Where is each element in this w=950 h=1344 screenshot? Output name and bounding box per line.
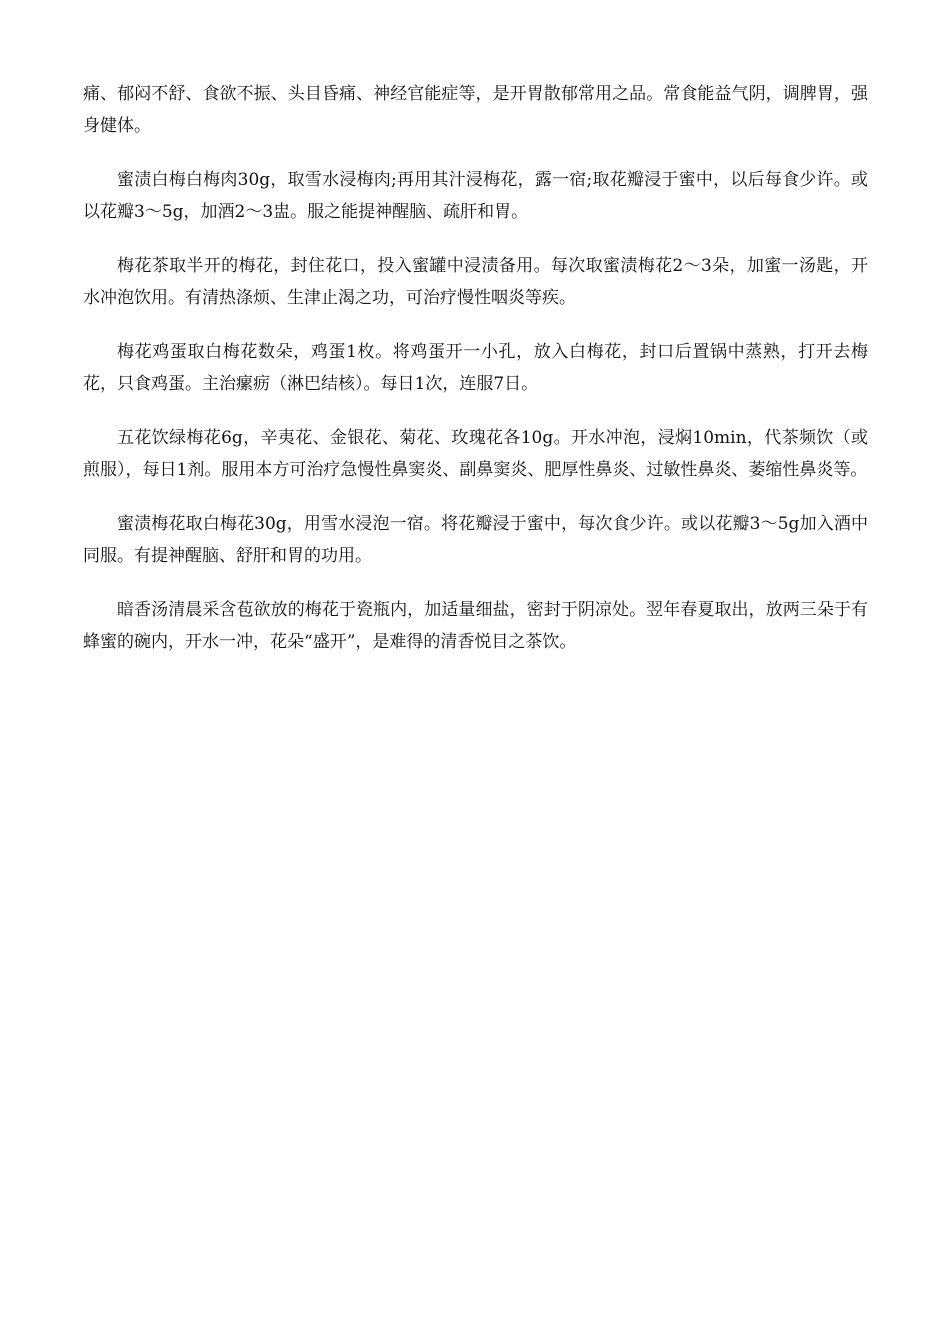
paragraph-mi-zi-bai-mei: 蜜渍白梅白梅肉30g，取雪水浸梅肉;再用其汁浸梅花，露一宿;取花瓣浸于蜜中，以后每食少许。或以花瓣3～5g，加酒2～3盅。服之能提神醒脑、疏肝和胃。 [83,170,868,222]
paragraph-mi-zi-mei-hua: 蜜渍梅花取白梅花30g，用雪水浸泡一宿。将花瓣浸于蜜中，每次食少许。或以花瓣3～5g加入酒中同服。有提神醒脑、舒肝和胃的功用。 [83,514,868,566]
paragraph-continuation: 痛、郁闷不舒、食欲不振、头目昏痛、神经官能症等，是开胃散郁常用之品。常食能益气阴，调脾胃，强身健体。 [83,84,868,136]
paragraph-an-xiang-tang: 暗香汤清晨采含苞欲放的梅花于瓷瓶内，加适量细盐，密封于阴凉处。翌年春夏取出，放两三朵于有蜂蜜的碗内，开水一冲，花朵“盛开”，是难得的清香悦目之茶饮。 [83,600,868,652]
document-page [83,78,868,680]
paragraph-mei-hua-ji-dan: 梅花鸡蛋取白梅花数朵，鸡蛋1枚。将鸡蛋开一小孔，放入白梅花，封口后置锅中蒸熟，打开去梅花，只食鸡蛋。主治瘰疬（淋巴结核）。每日1次，连服7日。 [83,342,868,394]
paragraph-wu-hua-yin: 五花饮绿梅花6g，辛夷花、金银花、菊花、玫瑰花各10g。开水冲泡，浸焖10min，代茶频饮（或煎服），每日1剂。服用本方可治疗急慢性鼻窦炎、副鼻窦炎、肥厚性鼻炎、过敏性鼻炎、萎缩性鼻炎等。 [83,428,868,480]
paragraph-mei-hua-cha: 梅花茶取半开的梅花，封住花口，投入蜜罐中浸渍备用。每次取蜜渍梅花2～3朵，加蜜一汤匙，开水冲泡饮用。有清热涤烦、生津止渴之功，可治疗慢性咽炎等疾。 [83,256,868,308]
